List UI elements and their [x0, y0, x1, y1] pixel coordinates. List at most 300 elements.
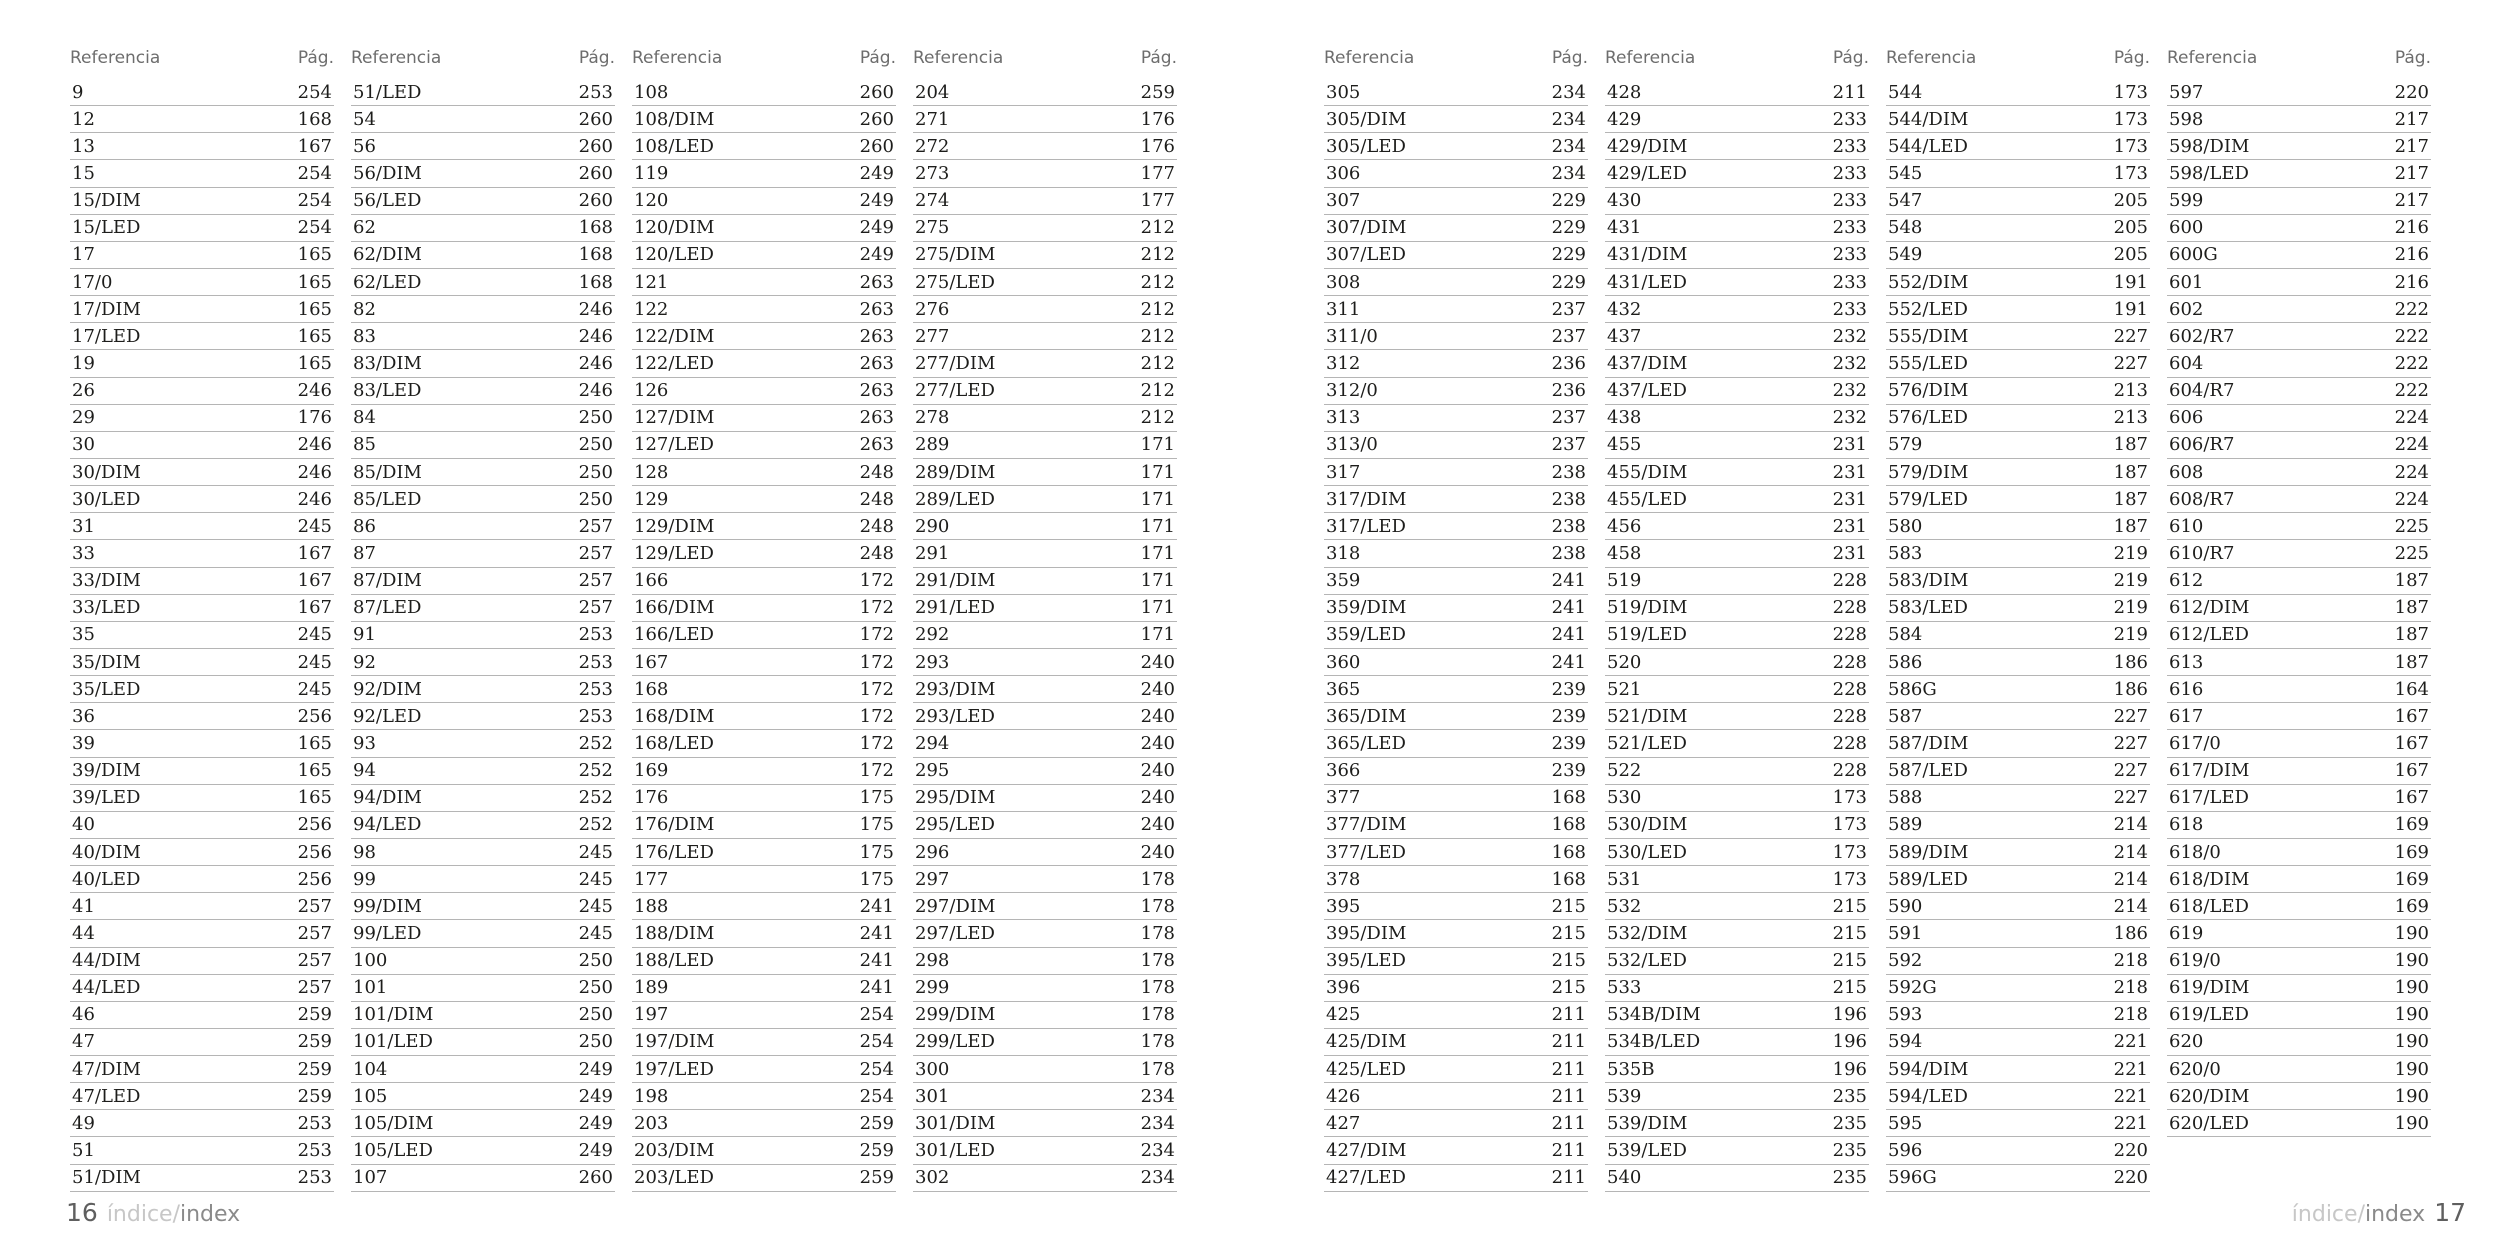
reference-code: 40/DIM — [72, 841, 141, 863]
index-row — [1886, 188, 2150, 215]
index-row — [913, 812, 1177, 839]
page-ref: 187 — [2394, 597, 2429, 619]
index-row — [351, 595, 615, 622]
reference-code: 197/DIM — [634, 1031, 715, 1053]
page-ref: 252 — [578, 814, 613, 836]
index-row — [1605, 79, 1869, 106]
reference-code: 317/LED — [1326, 515, 1406, 537]
page-ref: 260 — [578, 1167, 613, 1189]
index-row — [70, 866, 334, 893]
page-ref: 221 — [2113, 1031, 2148, 1053]
index-row — [351, 703, 615, 730]
page-ref: 234 — [1551, 81, 1586, 103]
reference-code: 44/DIM — [72, 950, 141, 972]
page-ref: 215 — [1832, 895, 1867, 917]
index-row — [1886, 269, 2150, 296]
reference-code: 532/LED — [1607, 950, 1687, 972]
reference-code: 30/LED — [72, 488, 141, 510]
index-row — [913, 866, 1177, 893]
page-ref: 176 — [1140, 135, 1175, 157]
index-row — [351, 215, 615, 242]
page-ref: 205 — [2113, 190, 2148, 212]
reference-code: 94/LED — [353, 814, 422, 836]
reference-code: 198 — [634, 1085, 669, 1107]
index-row — [2167, 1083, 2431, 1110]
reference-code: 307/DIM — [1326, 217, 1407, 239]
page-ref: 178 — [1140, 950, 1175, 972]
page-ref: 168 — [297, 108, 332, 130]
index-row — [70, 79, 334, 106]
reference-code: 56 — [353, 135, 376, 157]
index-row — [70, 188, 334, 215]
index-row — [70, 296, 334, 323]
page-ref: 212 — [1140, 325, 1175, 347]
index-row — [1605, 133, 1869, 160]
page-ref: 263 — [859, 271, 894, 293]
page-ref: 246 — [578, 298, 613, 320]
index-row — [1886, 1056, 2150, 1083]
index-row — [1886, 540, 2150, 567]
index-row — [351, 133, 615, 160]
index-row — [2167, 703, 2431, 730]
page-ref: 238 — [1551, 515, 1586, 537]
index-row — [351, 1083, 615, 1110]
reference-code: 85/DIM — [353, 461, 422, 483]
reference-code: 17 — [72, 244, 95, 266]
page-ref: 190 — [2394, 922, 2429, 944]
reference-code: 426 — [1326, 1085, 1361, 1107]
index-row — [913, 975, 1177, 1002]
page-ref: 186 — [2113, 678, 2148, 700]
reference-code: 41 — [72, 895, 95, 917]
index-list — [632, 79, 896, 1192]
reference-code: 305 — [1326, 81, 1361, 103]
reference-code: 591 — [1888, 922, 1923, 944]
reference-code: 616 — [2169, 678, 2204, 700]
page-ref: 248 — [859, 461, 894, 483]
reference-code: 522 — [1607, 760, 1642, 782]
page-ref: 191 — [2113, 271, 2148, 293]
index-row — [913, 1110, 1177, 1137]
index-row — [2167, 866, 2431, 893]
reference-code: 33 — [72, 542, 95, 564]
index-row — [1605, 1110, 1869, 1137]
index-row — [70, 459, 334, 486]
reference-code: 365 — [1326, 678, 1361, 700]
page-ref: 259 — [297, 1058, 332, 1080]
reference-code: 87 — [353, 542, 376, 564]
reference-code: 552/LED — [1888, 298, 1968, 320]
page-ref: 186 — [2113, 922, 2148, 944]
page-ref: 217 — [2394, 190, 2429, 212]
index-row — [1886, 350, 2150, 377]
index-row — [1605, 595, 1869, 622]
page-ref: 228 — [1832, 651, 1867, 673]
page-ref: 173 — [1832, 814, 1867, 836]
page-ref: 190 — [2394, 1004, 2429, 1026]
index-row — [1324, 948, 1588, 975]
page-ref: 167 — [297, 542, 332, 564]
index-row — [1324, 622, 1588, 649]
page-ref: 228 — [1832, 597, 1867, 619]
reference-code: 317/DIM — [1326, 488, 1407, 510]
reference-code: 429/DIM — [1607, 135, 1688, 157]
page-ref: 256 — [297, 868, 332, 890]
index-row — [1605, 1002, 1869, 1029]
index-row — [70, 1029, 334, 1056]
page-ref: 224 — [2394, 407, 2429, 429]
page-ref: 216 — [2394, 244, 2429, 266]
page-ref: 250 — [578, 977, 613, 999]
reference-code: 108/DIM — [634, 108, 715, 130]
index-row — [632, 513, 896, 540]
index-row — [632, 296, 896, 323]
index-list — [70, 79, 334, 1192]
index-row — [1324, 1056, 1588, 1083]
reference-code: 177 — [634, 868, 669, 890]
page-ref: 257 — [297, 977, 332, 999]
reference-code: 301 — [915, 1085, 950, 1107]
page-ref: 187 — [2113, 434, 2148, 456]
index-row — [2167, 160, 2431, 187]
index-row — [351, 975, 615, 1002]
reference-code: 539/LED — [1607, 1140, 1687, 1162]
page-ref: 257 — [578, 597, 613, 619]
header-referencia: Referencia — [2167, 48, 2258, 68]
index-row — [2167, 812, 2431, 839]
index-row — [351, 1002, 615, 1029]
index-row — [1605, 568, 1869, 595]
page-ref: 229 — [1551, 190, 1586, 212]
reference-code: 85 — [353, 434, 376, 456]
index-row — [351, 568, 615, 595]
page-ref: 165 — [297, 325, 332, 347]
index-row — [70, 1083, 334, 1110]
header-pagina: Pág. — [297, 48, 334, 68]
index-row — [913, 323, 1177, 350]
index-row — [2167, 568, 2431, 595]
reference-code: 44 — [72, 922, 95, 944]
reference-code: 275/DIM — [915, 244, 996, 266]
reference-code: 272 — [915, 135, 950, 157]
index-row — [70, 1002, 334, 1029]
index-row — [913, 568, 1177, 595]
reference-code: 576/DIM — [1888, 380, 1969, 402]
page-ref: 227 — [2113, 325, 2148, 347]
page-ref: 169 — [2394, 841, 2429, 863]
index-row — [1324, 432, 1588, 459]
page-ref: 219 — [2113, 570, 2148, 592]
index-row — [913, 703, 1177, 730]
page-ref: 249 — [859, 190, 894, 212]
reference-code: 35/LED — [72, 678, 141, 700]
page-ref: 254 — [859, 1085, 894, 1107]
page-ref: 169 — [2394, 814, 2429, 836]
reference-code: 290 — [915, 515, 950, 537]
reference-code: 101/DIM — [353, 1004, 434, 1026]
reference-code: 617/DIM — [2169, 760, 2250, 782]
index-row — [913, 540, 1177, 567]
index-row — [1324, 1002, 1588, 1029]
reference-code: 120/DIM — [634, 217, 715, 239]
reference-code: 33/LED — [72, 597, 141, 619]
reference-code: 49 — [72, 1112, 95, 1134]
page-ref: 238 — [1551, 542, 1586, 564]
page-ref: 173 — [2113, 108, 2148, 130]
index-row — [1324, 1110, 1588, 1137]
page-ref: 257 — [578, 570, 613, 592]
index-row — [913, 839, 1177, 866]
reference-code: 298 — [915, 950, 950, 972]
reference-code: 521 — [1607, 678, 1642, 700]
page-ref: 233 — [1832, 108, 1867, 130]
header-pagina: Pág. — [1551, 48, 1588, 68]
index-row — [632, 920, 896, 947]
index-row — [632, 866, 896, 893]
reference-code: 120 — [634, 190, 669, 212]
reference-code: 606/R7 — [2169, 434, 2235, 456]
index-row — [351, 323, 615, 350]
reference-code: 122/LED — [634, 352, 714, 374]
index-row — [351, 866, 615, 893]
index-row — [1886, 785, 2150, 812]
reference-code: 296 — [915, 841, 950, 863]
reference-code: 289/LED — [915, 488, 995, 510]
index-row — [2167, 622, 2431, 649]
index-row — [1886, 242, 2150, 269]
reference-code: 599 — [2169, 190, 2204, 212]
page-footer — [2292, 1198, 2466, 1227]
reference-code: 82 — [353, 298, 376, 320]
reference-code: 544 — [1888, 81, 1923, 103]
reference-code: 203/LED — [634, 1167, 714, 1189]
reference-code: 596 — [1888, 1140, 1923, 1162]
reference-code: 44/LED — [72, 977, 141, 999]
reference-code: 425/DIM — [1326, 1031, 1407, 1053]
page-ref: 245 — [297, 624, 332, 646]
index-row — [1605, 920, 1869, 947]
reference-code: 29 — [72, 407, 95, 429]
reference-code: 395/DIM — [1326, 922, 1407, 944]
reference-code: 544/DIM — [1888, 108, 1969, 130]
page-ref: 250 — [578, 461, 613, 483]
reference-code: 197/LED — [634, 1058, 714, 1080]
reference-code: 277 — [915, 325, 950, 347]
reference-code: 437/DIM — [1607, 352, 1688, 374]
index-row — [913, 459, 1177, 486]
index-row — [2167, 269, 2431, 296]
page-ref: 165 — [297, 352, 332, 374]
reference-code: 359 — [1326, 570, 1361, 592]
reference-code: 83/DIM — [353, 352, 422, 374]
page-ref: 221 — [2113, 1085, 2148, 1107]
reference-code: 166/DIM — [634, 597, 715, 619]
page-ref: 263 — [859, 407, 894, 429]
page-ref: 239 — [1551, 732, 1586, 754]
reference-code: 594 — [1888, 1031, 1923, 1053]
index-row — [70, 703, 334, 730]
index-row — [1605, 676, 1869, 703]
index-row — [1324, 296, 1588, 323]
reference-code: 51/DIM — [72, 1167, 141, 1189]
index-row — [913, 893, 1177, 920]
page-ref: 253 — [578, 678, 613, 700]
page-ref: 168 — [578, 217, 613, 239]
reference-code: 530/LED — [1607, 841, 1687, 863]
reference-code: 431/LED — [1607, 271, 1687, 293]
page-number: 16 — [66, 1198, 98, 1227]
index-row — [913, 649, 1177, 676]
page-ref: 225 — [2394, 542, 2429, 564]
index-row — [632, 160, 896, 187]
index-row — [1324, 1137, 1588, 1164]
reference-code: 378 — [1326, 868, 1361, 890]
reference-code: 612 — [2169, 570, 2204, 592]
index-row — [70, 378, 334, 405]
index-row — [1605, 839, 1869, 866]
page-ref: 212 — [1140, 298, 1175, 320]
reference-code: 301/LED — [915, 1140, 995, 1162]
page-ref: 232 — [1832, 325, 1867, 347]
page-ref: 205 — [2113, 217, 2148, 239]
page-ref: 249 — [859, 244, 894, 266]
index-row — [1324, 975, 1588, 1002]
header-referencia: Referencia — [913, 48, 1004, 68]
index-row — [1886, 79, 2150, 106]
index-row — [1605, 160, 1869, 187]
index-row — [1605, 486, 1869, 513]
reference-code: 30 — [72, 434, 95, 456]
page-ref: 171 — [1140, 597, 1175, 619]
index-row — [632, 79, 896, 106]
reference-code: 51/LED — [353, 81, 422, 103]
reference-code: 87/LED — [353, 597, 422, 619]
page-ref: 231 — [1832, 542, 1867, 564]
column-header — [1324, 38, 1588, 70]
page-ref: 235 — [1832, 1140, 1867, 1162]
index-column — [913, 38, 1177, 1192]
reference-code: 300 — [915, 1058, 950, 1080]
reference-code: 12 — [72, 108, 95, 130]
page-ref: 231 — [1832, 461, 1867, 483]
page-ref: 254 — [859, 1004, 894, 1026]
index-row — [351, 540, 615, 567]
reference-code: 19 — [72, 352, 95, 374]
index-list — [1605, 79, 1869, 1192]
page-ref: 171 — [1140, 488, 1175, 510]
index-row — [1886, 649, 2150, 676]
reference-code: 122 — [634, 298, 669, 320]
index-row — [351, 486, 615, 513]
page-ref: 263 — [859, 325, 894, 347]
reference-code: 278 — [915, 407, 950, 429]
reference-code: 534B/LED — [1607, 1031, 1701, 1053]
index-row — [2167, 785, 2431, 812]
page-ref: 177 — [1140, 162, 1175, 184]
page-ref: 211 — [1551, 1167, 1586, 1189]
page-ref: 175 — [859, 868, 894, 890]
reference-code: 610/R7 — [2169, 542, 2235, 564]
index-row — [632, 1083, 896, 1110]
footer-index-es: índice — [106, 1202, 173, 1227]
page-ref: 212 — [1140, 271, 1175, 293]
page-ref: 257 — [578, 515, 613, 537]
reference-code: 94 — [353, 760, 376, 782]
page-ref: 165 — [297, 760, 332, 782]
page-ref: 211 — [1551, 1004, 1586, 1026]
page-ref: 256 — [297, 814, 332, 836]
index-row — [632, 595, 896, 622]
index-row — [351, 812, 615, 839]
index-row — [632, 215, 896, 242]
index-row — [70, 106, 334, 133]
reference-code: 104 — [353, 1058, 388, 1080]
index-row — [1605, 730, 1869, 757]
reference-code: 532 — [1607, 895, 1642, 917]
index-row — [913, 920, 1177, 947]
header-pagina: Pág. — [2394, 48, 2431, 68]
page-ref: 240 — [1140, 814, 1175, 836]
reference-code: 277/LED — [915, 380, 995, 402]
page-ref: 190 — [2394, 950, 2429, 972]
index-row — [70, 513, 334, 540]
reference-code: 62 — [353, 217, 376, 239]
reference-code: 620/LED — [2169, 1112, 2249, 1134]
page-ref: 168 — [578, 271, 613, 293]
index-row — [1324, 242, 1588, 269]
page-ref: 241 — [859, 922, 894, 944]
page-ref: 217 — [2394, 162, 2429, 184]
index-row — [632, 785, 896, 812]
reference-code: 98 — [353, 841, 376, 863]
index-row — [913, 1029, 1177, 1056]
reference-code: 167 — [634, 651, 669, 673]
index-row — [1605, 1083, 1869, 1110]
index-row — [351, 649, 615, 676]
page-ref: 168 — [1551, 868, 1586, 890]
reference-code: 598/DIM — [2169, 135, 2250, 157]
reference-code: 519 — [1607, 570, 1642, 592]
page-ref: 239 — [1551, 760, 1586, 782]
page-ref: 222 — [2394, 352, 2429, 374]
index-row — [632, 730, 896, 757]
index-row — [70, 160, 334, 187]
index-row — [70, 649, 334, 676]
index-list — [1324, 79, 1588, 1192]
index-row — [913, 513, 1177, 540]
reference-code: 40/LED — [72, 868, 141, 890]
page-ref: 178 — [1140, 868, 1175, 890]
page-ref: 227 — [2113, 352, 2148, 374]
index-row — [351, 269, 615, 296]
reference-code: 540 — [1607, 1167, 1642, 1189]
page-ref: 218 — [2113, 1004, 2148, 1026]
header-referencia: Referencia — [1605, 48, 1696, 68]
index-row — [913, 106, 1177, 133]
index-row — [351, 948, 615, 975]
page-ref: 253 — [578, 81, 613, 103]
index-row — [913, 1137, 1177, 1164]
index-row — [2167, 1110, 2431, 1137]
index-row — [1324, 188, 1588, 215]
index-row — [70, 1056, 334, 1083]
page-ref: 252 — [578, 760, 613, 782]
reference-code: 595 — [1888, 1112, 1923, 1134]
page-ref: 253 — [578, 624, 613, 646]
reference-code: 307 — [1326, 190, 1361, 212]
column-header — [351, 38, 615, 70]
reference-code: 425 — [1326, 1004, 1361, 1026]
